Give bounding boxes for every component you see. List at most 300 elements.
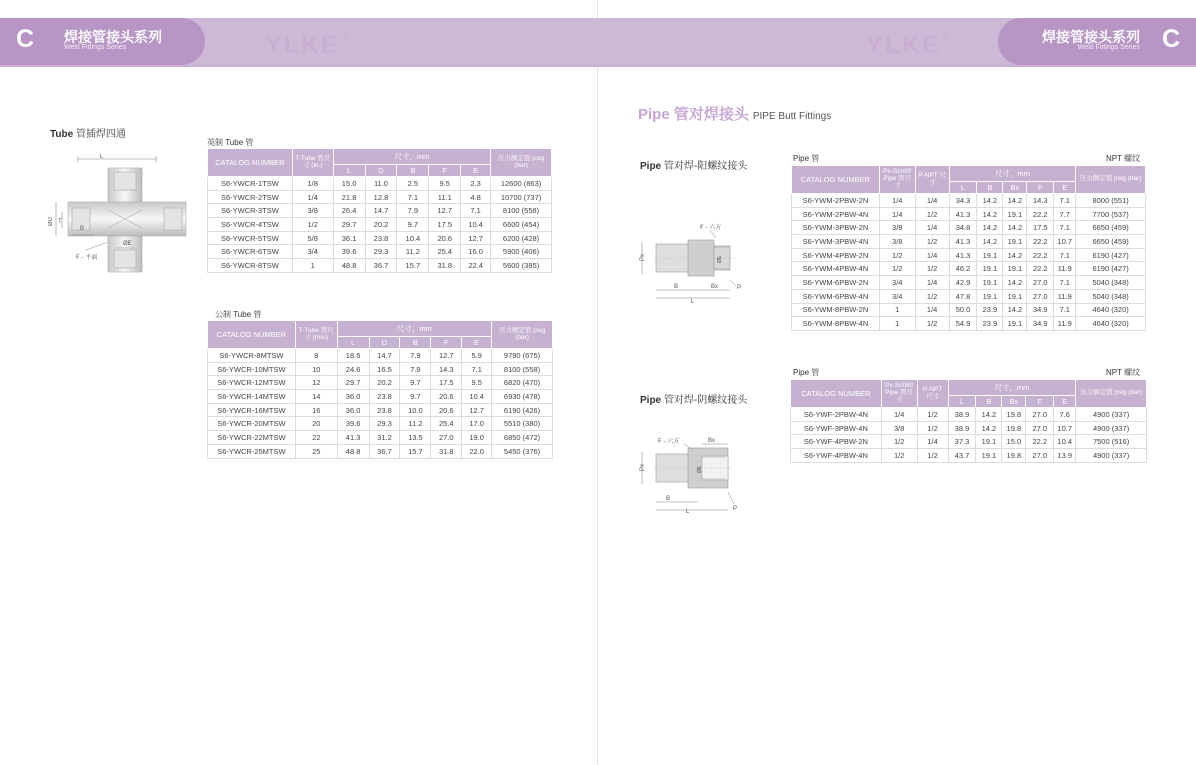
table-cell: 14.2: [977, 235, 1003, 249]
table-row: [791, 408, 1147, 422]
table-cell: 36.7: [369, 444, 400, 458]
table-cell: 4640 (320): [1076, 303, 1146, 317]
table-row: [792, 303, 1146, 317]
table-cell: 5510 (380): [492, 417, 553, 431]
table-cell: 7.7: [1054, 207, 1076, 221]
table-cell: 12.7: [429, 204, 461, 218]
table-cell: 5/8: [292, 231, 333, 245]
catalog-number-cell: S6-YWCR-4TSW: [208, 218, 293, 232]
table-row: [792, 262, 1146, 276]
table-cell: 19.8: [1002, 408, 1026, 422]
catalog-number-cell: S6-YWCR-3TSW: [208, 204, 293, 218]
table-cell: 7500 (516): [1076, 435, 1147, 449]
table-cell: 34.9: [1027, 303, 1054, 317]
table-cell: 41.3: [337, 431, 369, 445]
table-cell: 12.8: [365, 190, 397, 204]
table-cell: 34.3: [949, 194, 977, 208]
table-cell: 37.3: [948, 435, 976, 449]
table-cell: 27.0: [1026, 449, 1054, 463]
catalog-number-cell: S6-YWM-6PBW-2N: [792, 276, 880, 290]
table-cell: 27.0: [1027, 289, 1054, 303]
catalog-number-cell: S6-YWM-6PBW-4N: [792, 289, 880, 303]
table-cell: 11.9: [1054, 262, 1076, 276]
table-row: [208, 376, 553, 390]
header-rule: [0, 65, 598, 67]
table-cell: 1/2: [881, 435, 917, 449]
table-cell: 9.7: [400, 376, 431, 390]
table-cell: 20.2: [365, 218, 397, 232]
table-cell: 29.3: [369, 417, 400, 431]
male-title: Pipe 管对焊-阳螺纹接头: [640, 161, 748, 172]
table-cell: 3/4: [292, 245, 333, 259]
table-cell: 14.2: [977, 207, 1003, 221]
table-cell: 6850 (472): [492, 431, 553, 445]
table-cell: 14.2: [977, 221, 1003, 235]
table-cell: 11.9: [1054, 289, 1076, 303]
female-table-label-right: NPT 螺纹: [1106, 368, 1141, 377]
table-cell: 14.7: [365, 204, 397, 218]
dim-F-label: F - 平面: [76, 254, 98, 261]
svg-text:P: P: [737, 285, 742, 291]
svg-text:P: P: [733, 506, 738, 512]
table-cell: 5600 (385): [491, 259, 552, 273]
catalog-number-cell: S6-YWCR-12MTSW: [208, 376, 296, 390]
table-cell: 1/4: [292, 190, 333, 204]
metric-table: CATALOG NUMBER T-Tube 管尺寸 (mm) 尺寸，mm 压力额定值 psig (bar) L D B F E S6-YWCR-8MTSW 8 18.5 14.7 7.9 12.7 5.9 9790 (675) S6-YWCR-10MTSW 10 24.6 16.5 7.9 14.3 7.1 8100 (558) S6-YWCR-12MTSW 12 29.7 20.2 9.7 17.5 9.5 6820 (470) S6-YWCR-14MTSW 14 36.0 23.8 9.7 20.6 10.4 6930 (478) S6-YWCR-16MTSW 16 36.0 23.8 10.0 20.6 12.7 6190 (426) S6-YWCR-20MTSW 20 39.6 29.3 11.2 25.4 17.0 5510 (380) S6-YWCR-22MTSW 22 41.3 31.2 13.5 27.0 19.0 6850 (472) S6-YWCR-25MTSW 25 48.8 36.7 15.7 31.8 22.0 5450 (376): [207, 320, 553, 459]
svg-text:ØE: ØE: [717, 255, 723, 263]
table-cell: 29.7: [337, 376, 369, 390]
table-cell: 36.7: [365, 259, 397, 273]
table-cell: 7.1: [1054, 303, 1076, 317]
table-cell: 10: [295, 362, 337, 376]
table-row: [208, 231, 552, 245]
catalog-number-cell: S6-YWM-2PBW-2N: [792, 194, 880, 208]
svg-text:B: B: [666, 496, 671, 502]
table-cell: 21.8: [333, 190, 365, 204]
catalog-number-cell: S6-YWCR-20MTSW: [208, 417, 296, 431]
table-cell: 2.5: [397, 177, 429, 191]
table-cell: 31.2: [369, 431, 400, 445]
table-cell: 3/8: [292, 204, 333, 218]
table-cell: 14.2: [1003, 276, 1027, 290]
catalog-number-cell: S6-YWCR-22MTSW: [208, 431, 296, 445]
svg-text:L: L: [691, 299, 695, 304]
header-rule: [598, 65, 1196, 67]
table-cell: 26.4: [333, 204, 365, 218]
table-cell: 7700 (537): [1076, 207, 1146, 221]
table-cell: 7.1: [461, 204, 491, 218]
table-row: [792, 317, 1146, 331]
table-cell: 8100 (558): [492, 362, 553, 376]
table-cell: 41.3: [949, 248, 977, 262]
table-cell: 34.9: [1027, 317, 1054, 331]
table-cell: 1: [292, 259, 333, 273]
table-cell: 18.5: [337, 349, 369, 363]
table-cell: 7.6: [1054, 408, 1076, 422]
table-cell: 22.4: [461, 259, 491, 273]
table-cell: 5.9: [462, 349, 492, 363]
table-cell: 9.7: [397, 218, 429, 232]
series-title-en: Weld Fittings Series: [64, 44, 127, 51]
table-cell: 17.0: [462, 417, 492, 431]
table-cell: 42.9: [949, 276, 977, 290]
imperial-caption: 英制 Tube 管: [207, 138, 254, 147]
table-row: [208, 204, 552, 218]
table-cell: 20.6: [431, 403, 462, 417]
table-cell: 9790 (675): [492, 349, 553, 363]
catalog-number-cell: S6-YWF-4PBW-2N: [791, 435, 882, 449]
catalog-number-cell: S6-YWCR-8TSW: [208, 259, 293, 273]
table-cell: 19.1: [1003, 289, 1027, 303]
table-cell: 19.1: [976, 449, 1002, 463]
table-row: [208, 431, 553, 445]
catalog-number-cell: S6-YWM-3PBW-4N: [792, 235, 880, 249]
table-cell: 20: [295, 417, 337, 431]
table-cell: 31.8: [429, 259, 461, 273]
table-cell: 29.7: [333, 218, 365, 232]
table-cell: 23.8: [365, 231, 397, 245]
table-cell: 1/2: [292, 218, 333, 232]
dim-T-label: T: [58, 219, 62, 225]
table-cell: 1/4: [879, 194, 915, 208]
catalog-number-cell: S6-YWCR-2TSW: [208, 190, 293, 204]
table-cell: 38.9: [948, 421, 976, 435]
table-cell: 1/4: [915, 221, 949, 235]
table-cell: 3/4: [879, 276, 915, 290]
table-cell: 36.0: [337, 390, 369, 404]
table-cell: 17.5: [1027, 221, 1054, 235]
table-cell: 19.1: [977, 289, 1003, 303]
series-title-en: Weld Fittings Series: [1077, 44, 1140, 51]
table-cell: 7.1: [1054, 248, 1076, 262]
table-cell: 16: [295, 403, 337, 417]
table-cell: 17.5: [431, 376, 462, 390]
table-cell: 19.1: [1003, 262, 1027, 276]
table-cell: 15.0: [333, 177, 365, 191]
table-cell: 11.9: [1054, 317, 1076, 331]
table-cell: 43.7: [948, 449, 976, 463]
table-cell: 4640 (320): [1076, 317, 1146, 331]
table-cell: 10.4: [462, 390, 492, 404]
table-cell: 1/2: [879, 248, 915, 262]
dim-E-label: ØE: [123, 241, 132, 247]
male-table-label-right: NPT 螺纹: [1106, 154, 1141, 163]
table-cell: 27.0: [1026, 421, 1054, 435]
col-pressure: 压力额定值 psig (bar): [491, 149, 552, 177]
table-cell: 12.7: [462, 403, 492, 417]
table-cell: 1/2: [915, 207, 949, 221]
table-cell: 10.7: [1054, 421, 1076, 435]
table-row: [208, 417, 553, 431]
table-row: [208, 403, 553, 417]
svg-text:ØE: ØE: [697, 465, 703, 473]
table-cell: 19.1: [1003, 207, 1027, 221]
table-cell: 3/8: [879, 235, 915, 249]
catalog-number-cell: S6-YWF-4PBW-4N: [791, 449, 882, 463]
table-row: [791, 421, 1147, 435]
table-cell: 24.6: [337, 362, 369, 376]
table-cell: 4900 (337): [1076, 421, 1147, 435]
metric-caption: 公制 Tube 管: [215, 310, 262, 319]
catalog-number-cell: S6-YWCR-1TSW: [208, 177, 293, 191]
table-cell: 39.6: [337, 417, 369, 431]
table-row: [208, 218, 552, 232]
table-cell: 6650 (459): [1076, 221, 1146, 235]
table-cell: 14.3: [1027, 194, 1054, 208]
table-cell: 1/4: [881, 408, 917, 422]
section-title: Pipe 管对焊接头 PIPE Butt Fittings: [638, 106, 832, 123]
table-cell: 1/2: [915, 289, 949, 303]
table-row: [792, 235, 1146, 249]
table-cell: 7.1: [1054, 194, 1076, 208]
male-fitting-diagram: [636, 222, 746, 304]
table-row: [208, 190, 552, 204]
table-cell: 20.2: [369, 376, 400, 390]
table-cell: 14.2: [1003, 303, 1027, 317]
table-cell: 6190 (426): [492, 403, 553, 417]
table-cell: 14: [295, 390, 337, 404]
catalog-number-cell: S6-YWM-8PBW-4N: [792, 317, 880, 331]
col-pipe-size: Px-Sch80 Pipe 管尺寸: [879, 166, 915, 194]
table-cell: 8: [295, 349, 337, 363]
table-cell: 1/2: [917, 408, 948, 422]
table-cell: 11.0: [365, 177, 397, 191]
table-cell: 13.5: [400, 431, 431, 445]
table-cell: 19.1: [976, 435, 1002, 449]
catalog-number-cell: S6-YWF-2PBW-4N: [791, 408, 882, 422]
table-cell: 5040 (348): [1076, 289, 1146, 303]
col-dimension-group: 尺寸，mm: [337, 321, 491, 337]
table-cell: 5040 (348): [1076, 276, 1146, 290]
table-cell: 48.8: [337, 444, 369, 458]
header-tab: [0, 18, 205, 65]
col-pressure: 压力额定值 psig (bar): [1076, 380, 1147, 408]
table-row: [208, 444, 553, 458]
table-cell: 7.1: [1054, 276, 1076, 290]
table-cell: 7.1: [397, 190, 429, 204]
svg-text:Px: Px: [640, 253, 646, 261]
table-cell: 39.6: [333, 245, 365, 259]
table-cell: 23.8: [369, 390, 400, 404]
table-cell: 22.2: [1027, 207, 1054, 221]
series-title-cn: 焊接管接头系列: [64, 29, 162, 45]
table-cell: 17.5: [429, 218, 461, 232]
table-cell: 14.3: [431, 362, 462, 376]
catalog-number-cell: S6-YWF-3PBW-4N: [791, 421, 882, 435]
table-cell: 1/4: [917, 435, 948, 449]
table-cell: 3/8: [879, 221, 915, 235]
table-row: [208, 245, 552, 259]
col-catalog-number: CATALOG NUMBER: [208, 321, 296, 349]
table-cell: 9.7: [400, 390, 431, 404]
col-tube-size: T-Tube 管尺寸 (mm): [295, 321, 337, 349]
table-cell: 1: [879, 303, 915, 317]
table-cell: 6600 (454): [491, 218, 552, 232]
table-row: [792, 289, 1146, 303]
catalog-number-cell: S6-YWCR-5TSW: [208, 231, 293, 245]
table-cell: 14.2: [1003, 248, 1027, 262]
svg-text:F - 六方: F - 六方: [658, 438, 680, 445]
table-cell: 10.7: [1054, 235, 1076, 249]
svg-text:Px: Px: [640, 463, 646, 471]
table-row: [208, 390, 553, 404]
table-cell: 29.3: [365, 245, 397, 259]
table-cell: 4900 (337): [1076, 449, 1147, 463]
table-row: [208, 177, 552, 191]
table-cell: 54.9: [949, 317, 977, 331]
table-row: [792, 221, 1146, 235]
table-cell: 12.7: [431, 349, 462, 363]
col-npt-size: P-NPT 尺寸: [917, 380, 948, 408]
table-cell: 14.2: [1003, 194, 1027, 208]
table-cell: 7.9: [400, 362, 431, 376]
col-catalog-number: CATALOG NUMBER: [791, 380, 882, 408]
table-cell: 8000 (551): [1076, 194, 1146, 208]
table-cell: 6930 (478): [492, 390, 553, 404]
table-cell: 9.5: [462, 376, 492, 390]
table-row: [792, 276, 1146, 290]
table-cell: 1: [879, 317, 915, 331]
table-cell: 16.5: [369, 362, 400, 376]
table-cell: 1/4: [879, 207, 915, 221]
col-dimension-group: 尺寸，mm: [949, 166, 1076, 182]
table-cell: 16.0: [461, 245, 491, 259]
table-row: [791, 449, 1147, 463]
table-row: [792, 194, 1146, 208]
table-cell: 1/2: [879, 262, 915, 276]
table-cell: 48.8: [333, 259, 365, 273]
table-cell: 1/2: [915, 262, 949, 276]
table-cell: 14.2: [977, 194, 1003, 208]
table-cell: 14.7: [369, 349, 400, 363]
table-cell: 12: [295, 376, 337, 390]
table-cell: 7.1: [1054, 221, 1076, 235]
table-row: [208, 349, 553, 363]
female-table: CATALOG NUMBER Px-Sch80 Pipe 管尺寸 P-NPT 尺寸 尺寸，mm 压力额定值 psig (bar) L B Bx F E S6-YWF-2PBW-4N 1/4 1/2 38.9 14.2 19.8 27.0 7.6 4900 (337) S6-YWF-3PBW-4N 3/8 1/2 38.9 14.2 19.8 27.0 10.7 4900 (337) S6-YWF-4PBW-2N 1/2 1/4 37.3 19.1 15.0 22.2 10.4 7500 (516) S6-YWF-4PBW-4N 1/2 1/2 43.7 19.1 19.8 27.0 13.9 4900 (337): [790, 379, 1147, 463]
table-cell: 25.4: [431, 417, 462, 431]
table-cell: 22.0: [462, 444, 492, 458]
table-cell: 1/2: [917, 421, 948, 435]
catalog-number-cell: S6-YWM-4PBW-4N: [792, 262, 880, 276]
table-cell: 27.0: [431, 431, 462, 445]
col-dimension-group: 尺寸，mm: [948, 380, 1076, 396]
table-cell: 19.1: [977, 248, 1003, 262]
table-cell: 15.7: [400, 444, 431, 458]
table-cell: 1/8: [292, 177, 333, 191]
table-cell: 27.0: [1027, 276, 1054, 290]
table-cell: 19.8: [1002, 449, 1026, 463]
section-letter: C: [16, 25, 35, 53]
female-fitting-diagram: [636, 432, 746, 514]
table-cell: 20.6: [429, 231, 461, 245]
table-cell: 4.8: [461, 190, 491, 204]
table-cell: 11.1: [429, 190, 461, 204]
table-cell: 10.4: [397, 231, 429, 245]
table-cell: 6190 (427): [1076, 248, 1146, 262]
brand-logo: YLKE ®: [866, 31, 949, 59]
table-cell: 19.1: [1003, 317, 1027, 331]
table-cell: 25.4: [429, 245, 461, 259]
table-cell: 12600 (863): [491, 177, 552, 191]
table-cell: 13.9: [1054, 449, 1076, 463]
catalog-number-cell: S6-YWCR-14MTSW: [208, 390, 296, 404]
col-catalog-number: CATALOG NUMBER: [792, 166, 880, 194]
imperial-table: CATALOG NUMBER T-Tube 管尺寸 (in.) 尺寸，mm 压力额定值 psig (bar) L D B F E S6-YWCR-1TSW 1/8 15.0 11.0 2.5 9.5 2.3 12600 (863) S6-YWCR-2TSW 1/4 21.8 12.8 7.1 11.1 4.8 10700 (737) S6-YWCR-3TSW 3/8 26.4 14.7 7.9 12.7 7.1 8100 (558) S6-YWCR-4TSW 1/2 29.7 20.2 9.7 17.5 10.4 6600 (454) S6-YWCR-5TSW 5/8 36.1 23.8 10.4 20.6 12.7 6200 (428) S6-YWCR-6TSW 3/4 39.6 29.3 11.2 25.4 16.0 5900 (406) S6-YWCR-8TSW 1 48.8 36.7 15.7 31.8 22.4 5600 (385): [207, 148, 552, 273]
svg-text:B: B: [674, 284, 679, 290]
table-cell: 6200 (428): [491, 231, 552, 245]
table-cell: 22.2: [1027, 248, 1054, 262]
table-cell: 1/4: [915, 248, 949, 262]
table-cell: 10.4: [461, 218, 491, 232]
series-title-cn: 焊接管接头系列: [1042, 29, 1140, 45]
section-letter: C: [1161, 25, 1180, 53]
table-cell: 8100 (558): [491, 204, 552, 218]
table-cell: 1/2: [881, 449, 917, 463]
male-table: CATALOG NUMBER Px-Sch80 Pipe 管尺寸 P-NPT 尺寸 尺寸，mm 压力额定值 psig (bar) L B Bx F E S6-YWM-2PBW-2N 1/4 1/4 34.3 14.2 14.2 14.3 7.1 8000 (551) S6-YWM-2PBW-4N 1/4 1/2 41.3 14.2 19.1 22.2 7.7 7700 (537) S6-YWM-3PBW-2N 3/8 1/4 34.8 14.2 14.2 17.5 7.1 6650 (459) S6-YWM-3PBW-4N 3/8 1/2 41.3 14.2 19.1 22.2 10.7 6650 (459) S6-YWM-4PBW-2N 1/2 1/4 41.3 19.1 14.2 22.2 7.1 6190 (427) S6-YWM-4PBW-4N 1/2 1/2 46.2 19.1 19.1 22.2 11.9 6190 (427) S6-YWM-6PBW-2N 3/4 1/4 42.9 19.1 14.2 27.0 7.1 5040 (348) S6-YWM-6PBW-4N 3/4 1/2 47.8 19.1 19.1 27.0 11.9 5040 (348) S6-YWM-8PBW-2N 1 1/4 50.0 23.9 14.2 34.9 7.1 4640 (320) S6-YWM-8PBW-4N 1 1/2 54.9 23.9 19.1 34.9 11.9 4640 (320): [791, 165, 1146, 331]
table-cell: 22: [295, 431, 337, 445]
catalog-number-cell: S6-YWCR-25MTSW: [208, 444, 296, 458]
table-cell: 36.1: [333, 231, 365, 245]
cross-fitting-diagram: [48, 150, 198, 280]
table-cell: 14.2: [976, 421, 1002, 435]
table-cell: 31.8: [431, 444, 462, 458]
table-cell: 34.8: [949, 221, 977, 235]
table-row: [792, 248, 1146, 262]
col-tube-size: T-Tube 管尺寸 (in.): [292, 149, 333, 177]
table-cell: 6820 (470): [492, 376, 553, 390]
table-cell: 36.0: [337, 403, 369, 417]
female-title: Pipe 管对焊-阴螺纹接头: [640, 395, 748, 406]
table-cell: 41.3: [949, 207, 977, 221]
table-cell: 14.2: [1003, 221, 1027, 235]
svg-text:Bx: Bx: [708, 438, 716, 444]
brand-logo: YLKE ®: [265, 31, 348, 59]
table-cell: 22.2: [1027, 235, 1054, 249]
table-cell: 5450 (376): [492, 444, 553, 458]
table-cell: 7.9: [400, 349, 431, 363]
table-row: [208, 362, 553, 376]
catalog-number-cell: S6-YWM-8PBW-2N: [792, 303, 880, 317]
table-cell: 19.1: [977, 262, 1003, 276]
table-cell: 27.0: [1026, 408, 1054, 422]
catalog-number-cell: S6-YWCR-6TSW: [208, 245, 293, 259]
table-cell: 1/2: [917, 449, 948, 463]
catalog-number-cell: S6-YWM-4PBW-2N: [792, 248, 880, 262]
table-cell: 2.3: [461, 177, 491, 191]
col-dimension-group: 尺寸，mm: [333, 149, 490, 165]
table-row: [792, 207, 1146, 221]
table-cell: 3/8: [881, 421, 917, 435]
col-pressure: 压力额定值 psig (bar): [1076, 166, 1146, 194]
table-cell: 19.1: [1003, 235, 1027, 249]
table-cell: 1/4: [915, 303, 949, 317]
catalog-number-cell: S6-YWM-2PBW-4N: [792, 207, 880, 221]
dim-D-label: ØD: [48, 217, 54, 226]
table-cell: 47.8: [949, 289, 977, 303]
table-cell: 7.1: [462, 362, 492, 376]
right-page: [598, 0, 1196, 765]
male-table-label-left: Pipe 管: [793, 154, 820, 163]
table-cell: 23.9: [977, 317, 1003, 331]
catalog-number-cell: S6-YWCR-16MTSW: [208, 403, 296, 417]
table-cell: 6190 (427): [1076, 262, 1146, 276]
table-cell: 1/4: [915, 194, 949, 208]
table-cell: 5900 (406): [491, 245, 552, 259]
female-table-label-left: Pipe 管: [793, 368, 820, 377]
table-cell: 4900 (337): [1076, 408, 1147, 422]
table-cell: 14.2: [976, 408, 1002, 422]
table-cell: 1/4: [915, 276, 949, 290]
